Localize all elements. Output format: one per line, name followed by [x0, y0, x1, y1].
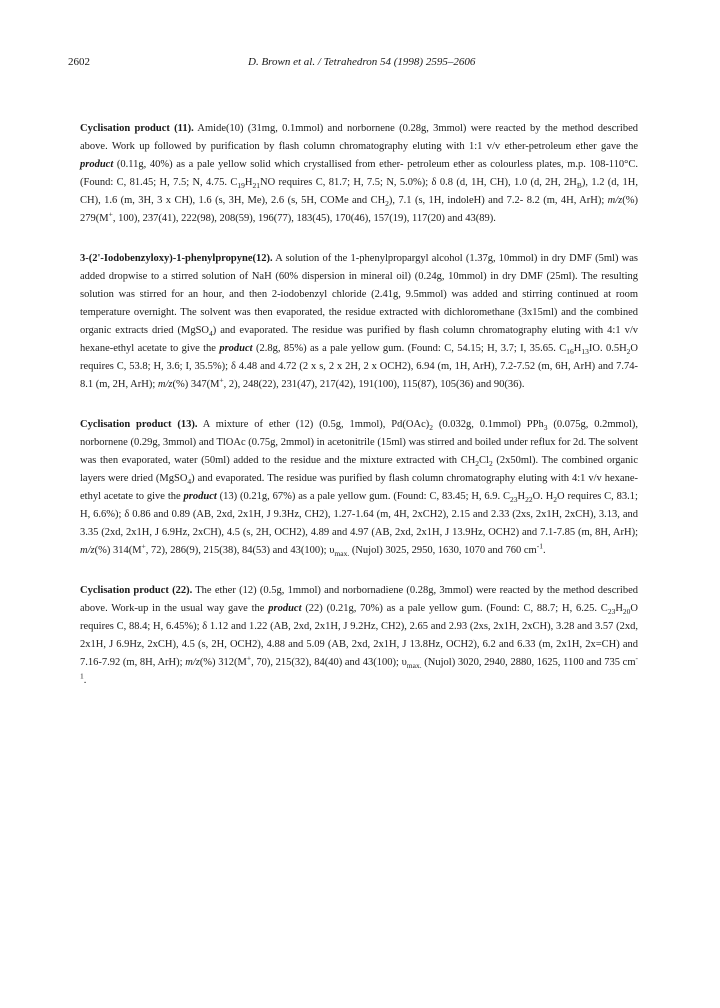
- running-head: D. Brown et al. / Tetrahedron 54 (1998) 2595–2606: [248, 56, 476, 68]
- text-run: (Nujol) 3025, 2950, 1630, 1070 and 760 cm: [349, 545, 537, 556]
- text-run: (22) (0.21g, 70%) as a pale yellow gum. (Found: C, 88.7; H, 6.25. C: [301, 603, 608, 614]
- product-label: product: [80, 159, 114, 170]
- text-run: (0.032g, 0.1mmol) PPh: [432, 419, 544, 430]
- text-run: Amide(10) (31mg, 0.1mmol) and norbornene (0.28g, 3mmol) were reacted by the method described above. Work up followed by purification by flash column chromatography eluting with 1:1 v/v ether-petroleum ether gave the: [80, 123, 638, 152]
- text-run: IO. 0.5H: [588, 343, 627, 354]
- text-run: NO requires C, 81.7; H, 7.5; N, 5.0%); δ 0.8 (d, 1H, CH), 1.0 (d, 2H, 2H: [260, 177, 577, 188]
- text-run: , 2), 248(22), 231(47), 217(42), 191(100), 115(87), 105(36) and 90(36).: [223, 379, 525, 390]
- text-run: H: [517, 491, 526, 502]
- mz-label: m/z: [157, 379, 173, 390]
- text-run: (Nujol) 3020, 2940, 2880, 1625, 1100 and 735 cm: [421, 657, 636, 668]
- subscript: B: [576, 181, 582, 191]
- text-run: , 70), 215(32), 84(40) and 43(100); υ: [251, 657, 407, 668]
- text-run: (%) 312(M: [199, 657, 247, 668]
- text-run: (2x50ml). The combined organic layers were dried (MgSO: [80, 455, 638, 484]
- subscript: 2: [553, 495, 558, 505]
- text-run: , 100), 237(41), 222(98), 208(59), 196(77), 183(45), 170(46), 157(19), 117(20) and 43(89).: [112, 213, 496, 224]
- article-body: [80, 120, 638, 712]
- text-run: , 72), 286(9), 215(38), 84(53) and 43(100); υ: [145, 545, 335, 556]
- subscript: 19: [237, 181, 245, 191]
- text-run: ), 1.2 (d, 1H, CH), 1.6 (m, 3H, 3 x CH), 1.6 (s, 3H, Me), 2.6 (s, 5H, COMe and CH: [80, 177, 639, 206]
- paragraph-compound-12: [80, 250, 638, 394]
- product-label: product: [268, 603, 302, 614]
- text-run: .: [83, 675, 87, 686]
- paragraph-heading: 3-(2'-Iodobenzyloxy)-1-phenylpropyne(12).: [80, 253, 273, 264]
- paragraph-cyclisation-13: [80, 416, 638, 560]
- text-run: H: [573, 343, 582, 354]
- text-run: O requires C, 53.8; H, 3.6; I, 35.5%); δ 4.48 and 4.72 (2 x s, 2 x 2H, 2 x OCH2), 6.94 (m, 1H, ArH), 7.2-7.52 (m, 6H, ArH) and 7.74-8.1 (m, 2H, ArH);: [80, 343, 638, 390]
- subscript: 4: [209, 329, 213, 339]
- text-run: ) and evaporated. The residue was purified by flash column chromatography eluting with 4:1 v/v hexane-ethyl acetate to give the: [80, 473, 638, 502]
- text-run: (0.11g, 40%) as a pale yellow solid which crystallised from ether- petroleum ether as colourless plates, m.p. 108-110°C. (Found: C, 81.45; H, 7.5; N, 4.75. C: [80, 159, 638, 188]
- text-run: Cl: [479, 455, 489, 466]
- superscript: +: [141, 541, 146, 551]
- subscript: 2: [475, 459, 480, 469]
- paragraph-cyclisation-11: [80, 120, 638, 228]
- subscript: 2: [488, 459, 493, 469]
- text-run: H: [244, 177, 253, 188]
- text-run: O requires C, 88.4; H, 6.45%); δ 1.12 and 1.22 (AB, 2xd, 2x1H, J 9.2Hz, CH2), 2.65 and 2.93 (2xs, 2x1H, 2xCH), 3.28 and 3.57 (2xd, 2x1H, J 6.9Hz, 2xCH), 4.5 (s, 2H, OCH2), 4.88 and 5.09 (AB, 2xd, 2x1H, J 13.8Hz, OCH2), 6.2 and 6.33 (m, 2x1H, 2x=CH) and 7.16-7.92 (m, 8H, ArH);: [80, 603, 638, 668]
- text-run: (0.075g, 0.2mmol), norbornene (0.29g, 3mmol) and TlOAc (0.75g, 2mmol) in acetonitrile (15ml) was stirred and boiled under reflux for 2d. The solvent was then evaporated, water (50ml) added to the residue and the mixture extracted with CH: [80, 419, 639, 466]
- paragraph-cyclisation-22: [80, 582, 638, 690]
- page-number: 2602: [68, 56, 90, 68]
- subscript: 16: [566, 347, 574, 357]
- text-run: (%) 314(M: [94, 545, 142, 556]
- subscript: 4: [187, 477, 192, 487]
- mz-label: m/z: [185, 657, 200, 668]
- superscript: +: [219, 375, 224, 385]
- superscript: -1: [80, 653, 638, 681]
- paragraph-heading: Cyclisation product (22).: [80, 585, 193, 596]
- text-run: (%) 347(M: [172, 379, 220, 390]
- paragraph-heading: Cyclisation product (13).: [80, 419, 198, 430]
- paragraph-heading: Cyclisation product (11).: [80, 123, 194, 134]
- subscript: 23: [510, 495, 518, 505]
- text-run: A solution of the 1-phenylpropargyl alcohol (1.37g, 10mmol) in dry DMF (5ml) was added dropwise to a stirred solution of NaH (60% dispersion in mineral oil) (0.24g, 10mmol) in dry DMF (25ml). The resulting solution was stirred for an hour, and then 2-iodobenzyl chloride (2.41g, 9.5mmol) was added and stirring continued at room temperature overnight. The solvent was then evaporated, the residue extracted with dichloromethane (3x15ml) and the combined organic extracts dried (MgSO: [80, 253, 638, 336]
- superscript: -1: [536, 541, 543, 551]
- subscript: 13: [581, 347, 589, 357]
- text-run: .: [542, 545, 546, 556]
- mz-label: m/z: [607, 195, 623, 206]
- text-run: (2.8g, 85%) as a pale yellow gum. (Found: C, 54.15; H, 3.7; I, 35.65. C: [252, 343, 567, 354]
- subscript: 23: [607, 607, 616, 617]
- text-run: ), 7.1 (s, 1H, indoleH) and 7.2- 8.2 (m, 4H, ArH);: [388, 195, 608, 206]
- superscript: +: [108, 209, 113, 219]
- text-run: ) and evaporated. The residue was purified by flash column chromatography eluting with 4:1 v/v hexane-ethyl acetate to give the: [80, 325, 638, 354]
- text-run: H: [615, 603, 623, 614]
- superscript: +: [246, 653, 252, 663]
- product-label: product: [219, 343, 253, 354]
- subscript: 2: [429, 423, 433, 433]
- subscript: max.: [406, 661, 422, 671]
- subscript: 3: [543, 423, 548, 433]
- subscript: 21: [252, 181, 261, 191]
- subscript: 2: [626, 347, 631, 357]
- subscript: 2: [385, 199, 389, 209]
- text-run: (13) (0.21g, 67%) as a pale yellow gum. (Found: C, 83.45; H, 6.9. C: [216, 491, 511, 502]
- subscript: 20: [622, 607, 631, 617]
- text-run: O. H: [532, 491, 554, 502]
- text-run: The ether (12) (0.5g, 1mmol) and norbornadiene (0.28g, 3mmol) were reacted by the method described above. Work-up in the usual way gave the: [80, 585, 638, 614]
- text-run: O requires C, 83.1; H, 6.6%); δ 0.86 and 0.89 (AB, 2xd, 2x1H, J 9.3Hz, CH2), 1.27-1.64 (m, 4H, 2xCH2), 2.15 and 2.33 (2xs, 2x1H, 2xCH), 3.13, and 3.35 (2xd, 2x1H, J 6.9Hz, 2xCH), 4.5 (s, 2H, OCH2), 4.89 and 4.97 (AB, 2xd, 2x1H, J 13.9Hz, OCH2) and 7.1-7.85 (m, 8H, ArH);: [80, 491, 638, 538]
- text-run: (%) 279(M: [80, 195, 638, 224]
- subscript: 22: [525, 495, 533, 505]
- text-run: A mixture of ether (12) (0.5g, 1mmol), Pd(OAc): [197, 419, 430, 430]
- subscript: max.: [334, 549, 350, 559]
- product-label: product: [183, 491, 217, 502]
- mz-label: m/z: [80, 545, 95, 556]
